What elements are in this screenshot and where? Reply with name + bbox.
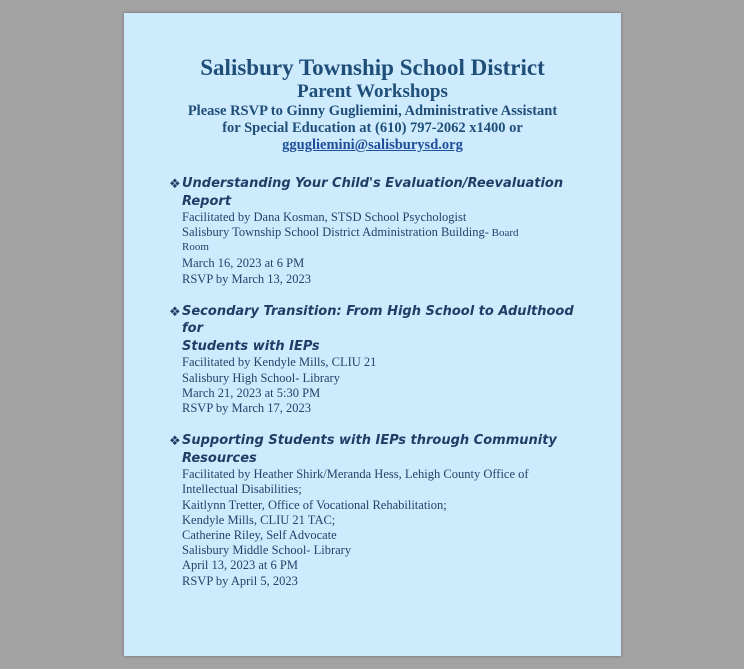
- workshop-title: Understanding Your Child's Evaluation/Reevaluation: [182, 176, 564, 191]
- workshop-list: [169, 175, 589, 605]
- workshop-location: [182, 225, 589, 241]
- workshops-subtitle: Parent Workshops: [297, 81, 448, 102]
- workshop-date: April 13, 2023 at 6 PM: [182, 558, 298, 573]
- workshop-facilitator-2: Kaitlynn Tretter, Office of Vocational Rehabilitation;: [182, 497, 447, 512]
- workshop-rsvp: RSVP by April 5, 2023: [182, 573, 298, 588]
- workshop-date: March 21, 2023 at 5:30 PM: [182, 385, 321, 400]
- workshop-facilitator: Facilitated by Dana Kosman, STSD School Psychologist: [182, 210, 467, 224]
- workshop-title-cont: Report: [182, 193, 232, 209]
- diamond-bullet-icon: ❖: [169, 303, 181, 319]
- workshop-item: [169, 432, 589, 589]
- workshop-title: Supporting Students with IEPs through Community: [182, 433, 557, 449]
- document-header: [124, 55, 621, 154]
- rsvp-email-link[interactable]: ggugliemini@salisburysd.org: [282, 137, 463, 153]
- district-title: Salisbury Township School District: [200, 55, 545, 80]
- workshop-date: March 16, 2023 at 6 PM: [182, 256, 305, 271]
- rsvp-instructions-line1: Please RSVP to Ginny Gugliemini, Administrative Assistant: [187, 103, 558, 119]
- document-page: [124, 13, 621, 656]
- workshop-location: Salisbury Middle School- Library: [182, 543, 352, 558]
- workshop-item: [169, 303, 589, 416]
- location-small: Board: [488, 227, 519, 240]
- workshop-title-cont: Students with IEPs: [182, 338, 320, 354]
- workshop-item: [169, 175, 589, 287]
- workshop-title-cont: Resources: [182, 450, 257, 466]
- workshop-facilitator-3: Kendyle Mills, CLIU 21 TAC;: [182, 512, 336, 527]
- diamond-bullet-icon: ❖: [169, 176, 181, 191]
- workshop-location-cont: Room: [182, 241, 209, 254]
- diamond-bullet-icon: ❖: [169, 433, 181, 449]
- workshop-facilitator: Facilitated by Kendyle Mills, CLIU 21: [182, 355, 377, 370]
- location-main: Salisbury Township School District Administration Building-: [182, 225, 489, 240]
- workshop-title: Secondary Transition: From High School to Adulthood for: [182, 303, 574, 337]
- workshop-location: Salisbury High School- Library: [182, 370, 340, 385]
- rsvp-instructions-line2: for Special Education at (610) 797-2062 x1400 or: [222, 120, 523, 136]
- workshop-facilitator-cont: Intellectual Disabilities;: [182, 482, 302, 497]
- workshop-facilitator: Facilitated by Heather Shirk/Meranda Hess, Lehigh County Office of: [182, 467, 529, 482]
- workshop-rsvp: RSVP by March 13, 2023: [182, 271, 312, 286]
- workshop-facilitator-4: Catherine Riley, Self Advocate: [182, 527, 337, 542]
- workshop-rsvp: RSVP by March 17, 2023: [182, 400, 312, 415]
